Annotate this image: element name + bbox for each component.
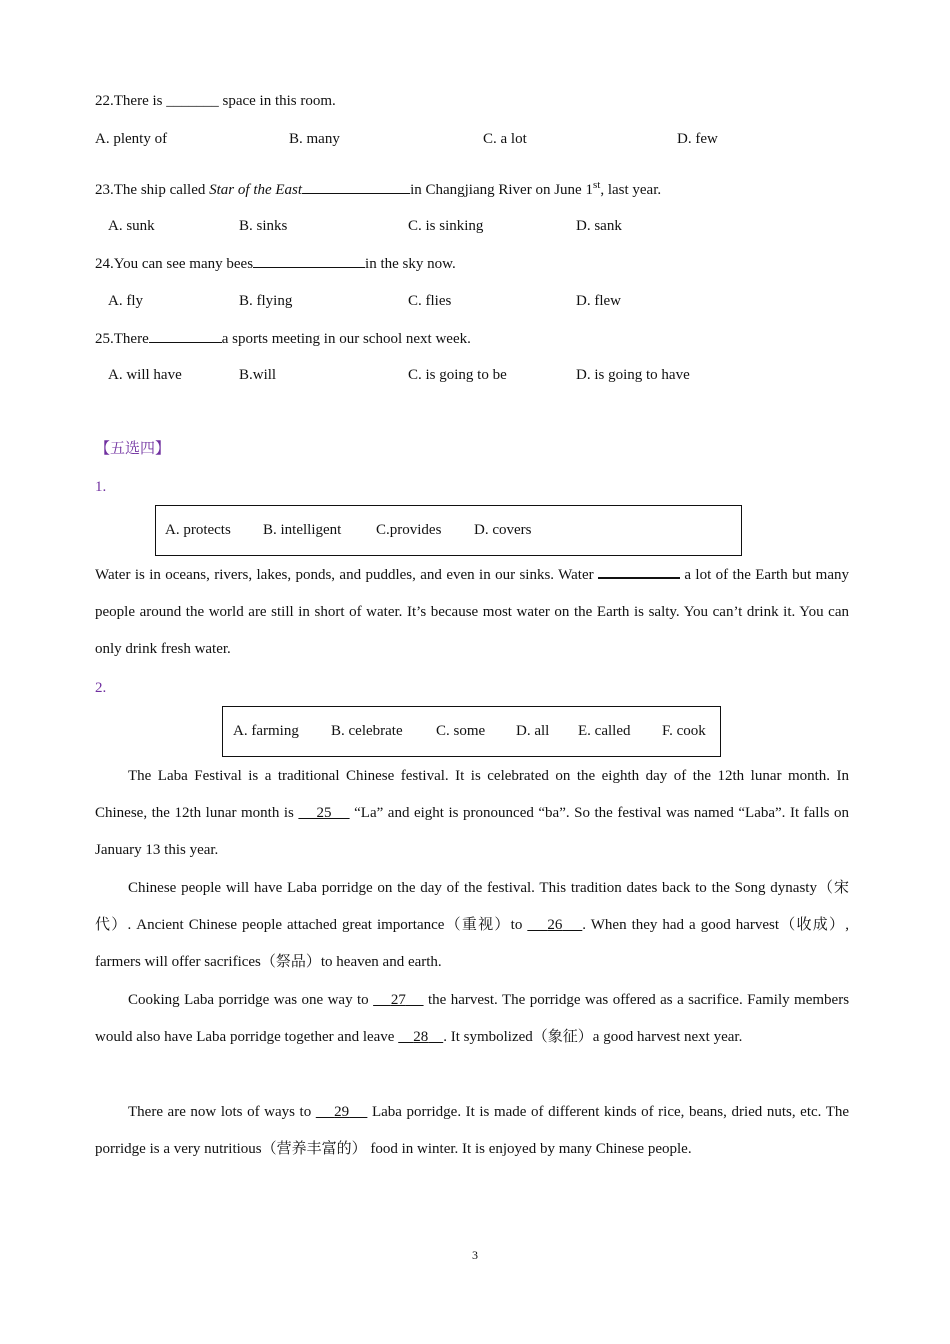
passage-text: . When they had a good harvest（收成）, farmers will offer sacrifices（祭品）to heaven and earth. — [95, 917, 850, 971]
word-option: C.provides — [376, 522, 442, 538]
word-option: B. intelligent — [263, 522, 342, 538]
passage-paragraph-4 — [95, 1094, 849, 1168]
option-a: A. sunk — [108, 218, 155, 234]
section-title: 【五选四】 — [95, 441, 171, 457]
option-b: B. many — [289, 131, 340, 147]
question-22 — [95, 91, 336, 111]
question-23 — [95, 175, 661, 200]
option-d: D. flew — [576, 293, 621, 309]
word-option: D. all — [516, 723, 550, 739]
option-d: D. few — [677, 131, 718, 147]
passage-paragraph-1 — [95, 758, 849, 870]
passage-text: the harvest. The porridge was offered as a sacrifice. Family members would also have Laba porridge together and leave — [95, 992, 850, 1046]
option-c: C. flies — [408, 293, 452, 309]
blank-25 — [298, 805, 349, 821]
option-a: A. fly — [108, 293, 143, 309]
passage-text: a lot of the Earth but many people around the world are still in short of water. It’s because most water on the Earth is salty. You can’t drink it. You can only drink fresh water. — [95, 567, 849, 658]
option-d: D. sank — [576, 218, 622, 234]
question-text: You can see many bees — [113, 256, 254, 272]
passage-text: The Laba Festival is a traditional Chinese festival. It is celebrated on the eighth day of the 12th lunar month. In Chinese, the 12th lunar month is — [95, 768, 849, 822]
passage-text: Laba porridge. It is made of different kinds of rice, beans, dried nuts, etc. The porridge is a very nutritious（营养丰富的） food in winter. It is enjoyed by many Chinese people. — [95, 1104, 850, 1158]
option-a: A. will have — [108, 367, 182, 383]
option-a: A. plenty of — [95, 131, 168, 147]
question-text: There — [113, 331, 149, 347]
word-bank-box — [222, 706, 721, 757]
question-text: in the sky now. — [365, 256, 456, 272]
word-option: B. celebrate — [331, 723, 403, 739]
passage-paragraph-3 — [95, 982, 849, 1056]
word-option: C. some — [436, 723, 486, 739]
blank-number: 26 — [547, 917, 563, 934]
answer-blank — [253, 253, 365, 268]
part-number: 2. — [95, 680, 107, 696]
blank-number: 29 — [334, 1104, 350, 1120]
superscript: st — [592, 179, 601, 191]
question-text: space in this room. — [218, 93, 336, 109]
question-number: 24. — [95, 256, 114, 272]
blank-29 — [316, 1104, 368, 1120]
answer-blank — [302, 179, 410, 194]
word-bank-box — [155, 505, 742, 556]
answer-blank — [598, 563, 680, 579]
question-number: 25. — [95, 331, 114, 347]
question-text: , last year. — [600, 182, 662, 198]
page-number: 3 — [472, 1248, 478, 1262]
ship-name: Star of the East — [209, 182, 303, 198]
question-25 — [95, 328, 471, 349]
word-option: F. cook — [662, 723, 706, 739]
question-text: a sports meeting in our school next week. — [221, 331, 471, 347]
passage-text: Cooking Laba porridge was one way to — [128, 992, 374, 1008]
blank-number: 28 — [413, 1029, 429, 1046]
blank-number: 27 — [390, 992, 406, 1008]
blank-27 — [373, 992, 423, 1008]
blank-number: 25 — [316, 805, 332, 822]
option-b: B.will — [239, 367, 277, 383]
option-c: C. is going to be — [408, 367, 507, 383]
option-d: D. is going to have — [576, 367, 690, 383]
word-option: D. covers — [474, 522, 532, 538]
question-number: 22. — [95, 93, 114, 109]
passage-text: Water is in oceans, rivers, lakes, ponds, and puddles, and even in our sinks. Water — [95, 567, 598, 583]
blank-28 — [398, 1029, 443, 1045]
word-option: A. protects — [165, 522, 231, 538]
question-text: There is — [113, 93, 167, 109]
passage-text: Chinese people will have Laba porridge on the day of the festival. This tradition dates back to the Song dynasty（宋代）. Ancient Chinese people attached great importance（重视）to — [95, 880, 849, 934]
passage-1 — [95, 557, 849, 669]
answer-blank — [149, 328, 222, 343]
question-number: 23. — [95, 182, 114, 198]
option-c: C. is sinking — [408, 218, 484, 234]
question-text: in Changjiang River on June 1 — [410, 182, 593, 198]
passage-text: “La” and eight is pronounced “ba”. So the festival was named “Laba”. It falls on January 13 this year. — [95, 805, 849, 859]
blank-26 — [527, 917, 582, 933]
word-option: A. farming — [233, 723, 299, 739]
question-24 — [95, 253, 456, 274]
question-text: The ship called — [113, 182, 210, 198]
word-option: E. called — [578, 723, 631, 739]
passage-paragraph-2 — [95, 870, 849, 982]
option-b: B. sinks — [239, 218, 288, 234]
option-b: B. flying — [239, 293, 293, 309]
option-c: C. a lot — [483, 131, 527, 147]
question-blank: _______ — [166, 93, 219, 109]
passage-text: There are now lots of ways to — [128, 1104, 316, 1120]
part-number: 1. — [95, 479, 107, 495]
passage-text: . It symbolized（象征）a good harvest next year. — [443, 1029, 743, 1046]
